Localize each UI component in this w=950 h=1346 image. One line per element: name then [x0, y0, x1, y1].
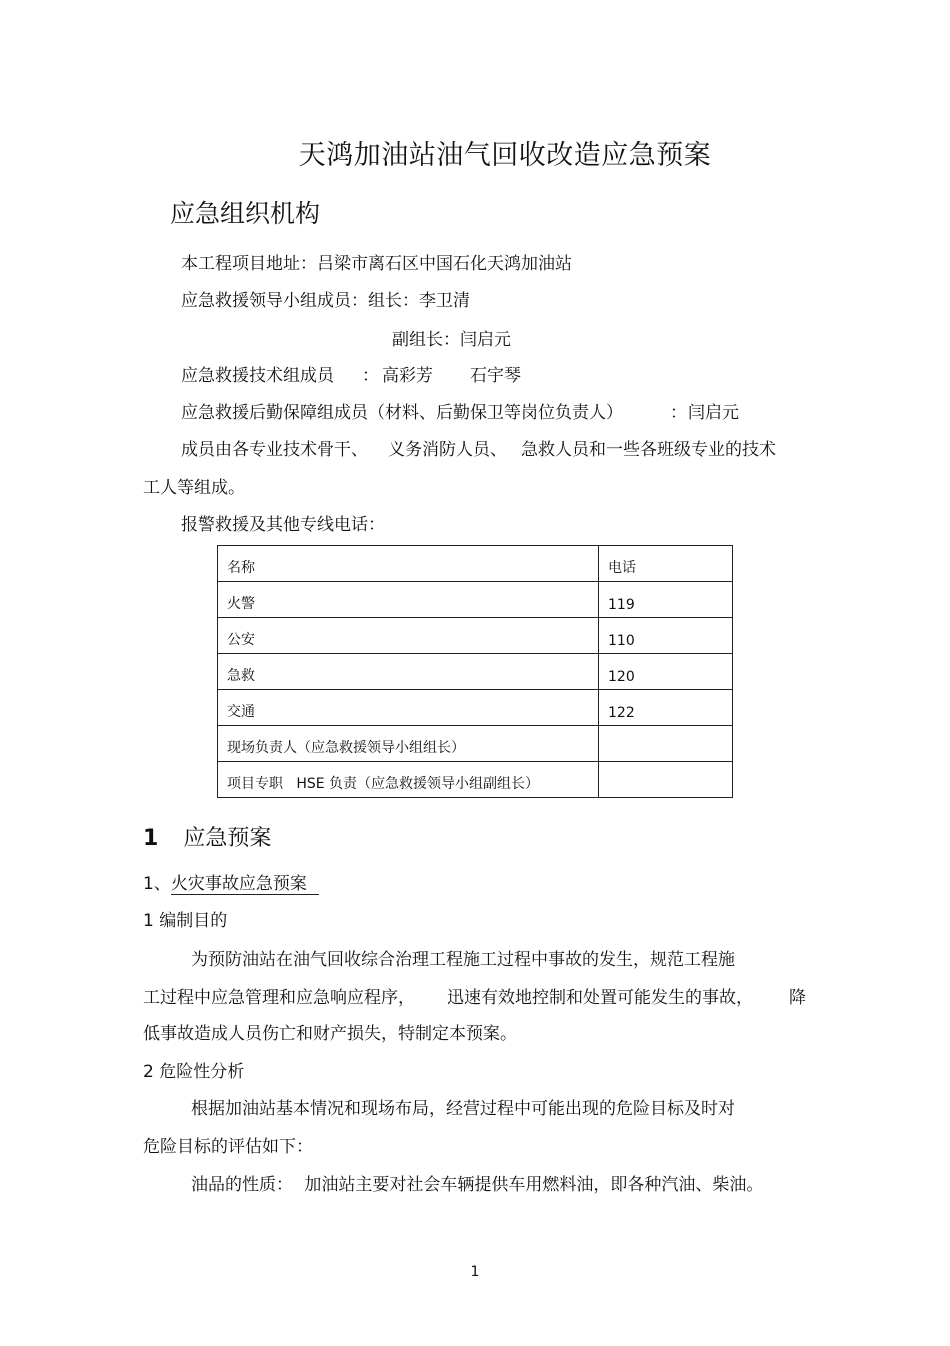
cell-phone: 110: [599, 618, 733, 654]
cell-name: 项目专职 HSE 负责（应急救援领导小组副组长）: [218, 762, 599, 798]
address-value: 吕梁市离石区中国石化天鸿加油站: [317, 254, 572, 274]
tech-colon: ：: [362, 366, 379, 386]
members-part-2: 义务消防人员、: [388, 440, 507, 460]
section1-heading: [143, 821, 271, 852]
cell-phone: 120: [599, 654, 733, 690]
leader-label: 应急救援领导小组成员：组长：: [181, 291, 419, 311]
cell-name: 公安: [218, 618, 599, 654]
purpose-line-2-b: 迅速有效地控制和处置可能发生的事故，: [447, 988, 753, 1008]
oil-line: [191, 1177, 763, 1194]
risk-heading: 2 危险性分析: [143, 1062, 245, 1082]
fire-plan-prefix: 1、: [143, 874, 171, 894]
table-row: [218, 762, 733, 798]
page-number: 1: [470, 1264, 480, 1280]
cell-phone: [599, 726, 733, 762]
table-row: [218, 690, 733, 726]
members-part-3: 急救人员和一些各班级专业的技术: [521, 440, 776, 460]
column-header-name: 名称: [218, 546, 599, 582]
deputy-label: 副组长：: [392, 330, 460, 350]
fire-plan-title: 火灾事故应急预案: [171, 874, 319, 895]
fire-plan-heading: [143, 876, 319, 893]
purpose-line-1: 为预防油站在油气回收综合治理工程施工过程中事故的发生，规范工程施: [191, 950, 735, 970]
address-line: [181, 256, 572, 273]
cell-name: 交通: [218, 690, 599, 726]
logistics-label: 应急救援后勤保障组成员（材料、后勤保卫等岗位负责人）: [181, 403, 623, 423]
cell-name: 急救: [218, 654, 599, 690]
tech-member-1: 高彩芳: [382, 366, 433, 386]
cell-name: 火警: [218, 582, 599, 618]
tech-label: 应急救援技术组成员: [181, 366, 334, 386]
deputy-value: 闫启元: [460, 330, 511, 350]
table-row: [218, 726, 733, 762]
table-header-row: [218, 546, 733, 582]
cell-phone: [599, 762, 733, 798]
purpose-heading: 1 编制目的: [143, 911, 228, 931]
purpose-line-3: 低事故造成人员伤亡和财产损失，特制定本预案。: [143, 1024, 517, 1044]
org-heading: 应急组织机构: [170, 199, 321, 228]
risk-line-1: 根据加油站基本情况和现场布局，经营过程中可能出现的危险目标及时对: [191, 1099, 735, 1119]
risk-line-2: 危险目标的评估如下：: [143, 1137, 313, 1157]
section1-number: 1: [143, 826, 159, 851]
leader-line: [181, 293, 470, 310]
members-part-1: 成员由各专业技术骨干、: [181, 440, 368, 460]
table-row: [218, 582, 733, 618]
logistics-colon: ：: [670, 403, 687, 423]
document-title: 天鸿加油站油气回收改造应急预案: [298, 140, 712, 171]
address-label: 本工程项目地址：: [181, 254, 317, 274]
members-line-2: 工人等组成。: [143, 478, 245, 498]
table-row: [218, 618, 733, 654]
table-row: [218, 654, 733, 690]
column-header-phone: 电话: [599, 546, 733, 582]
deputy-line: [392, 332, 511, 349]
section1-title: 应急预案: [183, 826, 272, 851]
hotline-label: 报警救援及其他专线电话：: [181, 515, 385, 535]
oil-text: 加油站主要对社会车辆提供车用燃料油，即各种汽油、柴油。: [304, 1175, 764, 1195]
contact-table: [217, 545, 733, 798]
logistics-value: 闫启元: [688, 403, 739, 423]
purpose-line-2-a: 工过程中应急管理和应急响应程序，: [143, 988, 415, 1008]
cell-phone: 119: [599, 582, 733, 618]
cell-phone: 122: [599, 690, 733, 726]
purpose-line-2-c: 降: [789, 988, 806, 1008]
oil-label: 油品的性质：: [191, 1175, 293, 1195]
cell-name: 现场负责人（应急救援领导小组组长）: [218, 726, 599, 762]
leader-value: 李卫清: [419, 291, 470, 311]
tech-member-2: 石宇琴: [470, 366, 521, 386]
